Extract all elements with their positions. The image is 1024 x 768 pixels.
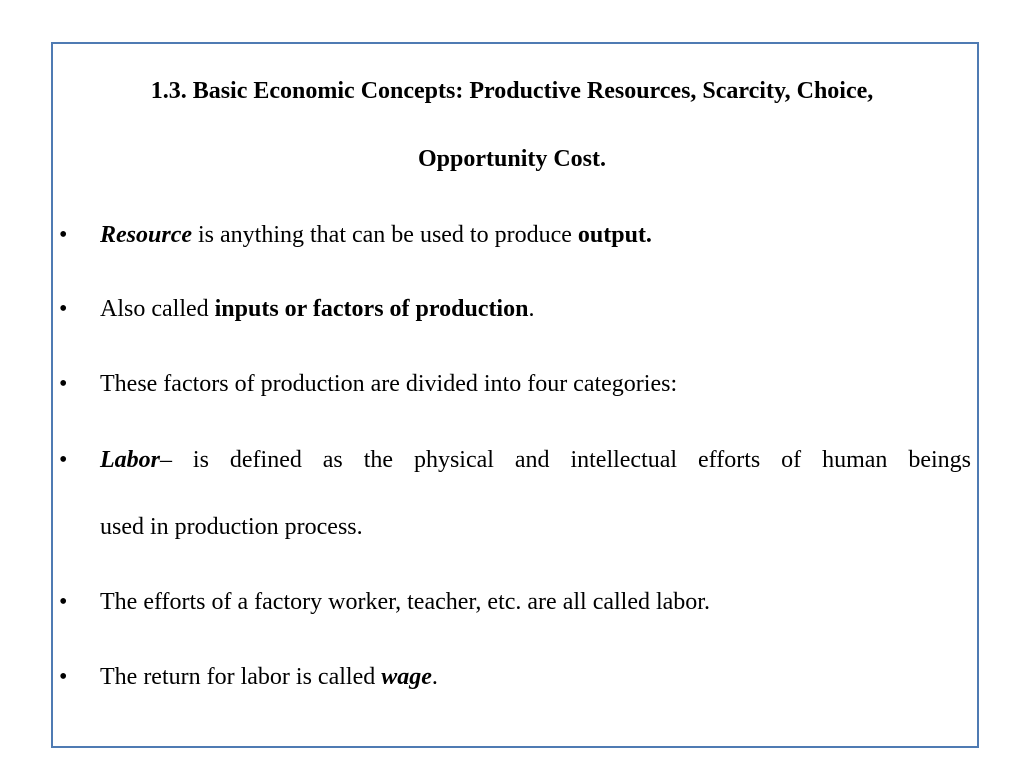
slide-title-line-1: 1.3. Basic Economic Concepts: Productive Resources, Scarcity, Choice, (150, 78, 874, 104)
strong-inputs-factors: inputs or factors of production (214, 296, 529, 322)
text-period: . (528, 296, 535, 322)
text-period: . (431, 664, 438, 690)
bullet-marker: • (59, 222, 68, 248)
bullet-text (100, 448, 971, 472)
bullet-text (100, 297, 971, 321)
bullet-text (100, 223, 971, 247)
bullet-marker: • (59, 664, 68, 690)
term-labor: Labor (100, 447, 160, 473)
term-resource: Resource (100, 222, 192, 248)
bullet-text (100, 665, 971, 689)
slide-title-line-2: Opportunity Cost. (417, 146, 607, 172)
text-also-called: Also called (100, 296, 215, 322)
bullet-text: The efforts of a factory worker, teacher, etc. are all called labor. (100, 589, 710, 615)
bullet-marker: • (59, 296, 68, 322)
bullet-text: These factors of production are divided into four categories: (100, 371, 678, 397)
bullet-marker: • (59, 371, 68, 397)
term-wage: wage (381, 664, 432, 690)
bullet-labor-continuation: used in production process. (100, 514, 363, 540)
text-resource-definition: is anything that can be used to produce (192, 222, 578, 248)
bullet-marker: • (59, 589, 68, 615)
text-labor-definition: is defined as the physical and intellectual efforts of human beings (172, 447, 971, 473)
bullet-marker: • (59, 447, 68, 473)
labor-dash: – (160, 447, 172, 473)
text-return-for-labor: The return for labor is called (100, 664, 382, 690)
strong-output: output. (577, 222, 652, 248)
